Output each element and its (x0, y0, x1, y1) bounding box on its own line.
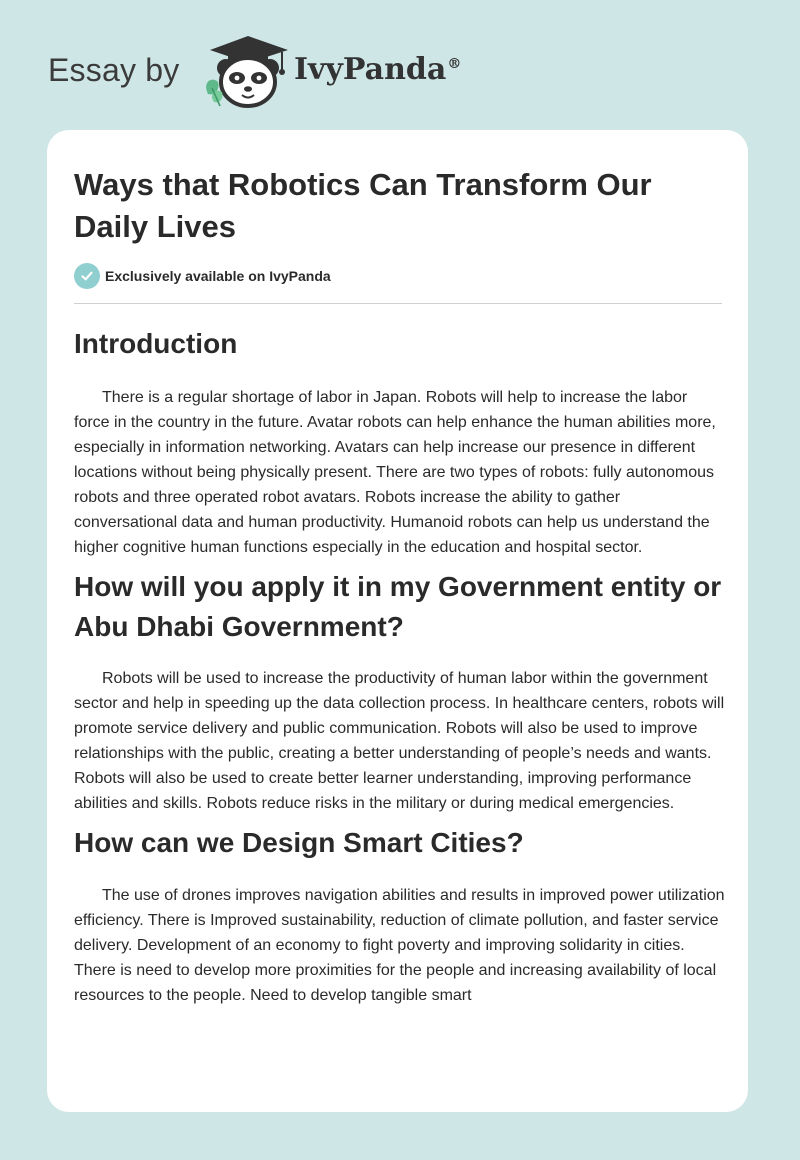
exclusive-badge (74, 263, 331, 289)
essay-title: Ways that Robotics Can Transform Our Daily Lives (74, 167, 652, 244)
title-divider (74, 303, 722, 304)
brand-prefix: Essay by (48, 52, 180, 88)
section-heading-introduction: Introduction (74, 328, 238, 359)
site-header (48, 30, 548, 110)
section-heading-smart-cities: How can we Design Smart Cities? (74, 827, 524, 858)
brand-name[interactable]: IvyPanda® (294, 52, 462, 87)
section-paragraph-introduction: There is a regular shortage of labor in Japan. Robots will help to increase the labor force in the country in the future. Avatar robots can help enhance the human abilities more, especially in information networking. Avatars can help increase our presence in different locations without being physically present. There are two types of robots: fully autonomous robots and three operated robot avatars. Robots increase the ability to gather conversational data and human productivity. Humanoid robots can help us understand the higher cognitive human functions especially in the education and hospital sector. (74, 389, 716, 556)
panda-logo-icon[interactable] (198, 30, 298, 110)
essay-card (47, 130, 748, 1112)
section-paragraph-government: Robots will be used to increase the productivity of human labor within the government sector and help in speeding up the data collection process. In healthcare centers, robots will promote service delivery and public communication. Robots will also be used to improve relationships with the public, creating a better understanding of people’s needs and wants. Robots will also be used to create better learner understanding, improving performance abilities and skills. Robots reduce risks in the military or during medical emergencies. (74, 670, 725, 812)
section-heading-government: How will you apply it in my Government entity or Abu Dhabi Government? (74, 571, 722, 642)
registered-mark: ® (447, 56, 462, 72)
check-circle-icon (74, 263, 100, 289)
section-paragraph-smart-cities: The use of drones improves navigation abilities and results in improved power utilization efficiency. There is Improved sustainability, reduction of climate pollution, and faster service delivery. Development of an economy to fight poverty and improving solidarity in cities. There is need to develop more proximities for the people and increasing availability of local resources to the people. Need to develop tangible smart (74, 887, 725, 1004)
exclusive-badge-label: Exclusively available on IvyPanda (105, 268, 331, 284)
essay-body (74, 323, 726, 1008)
